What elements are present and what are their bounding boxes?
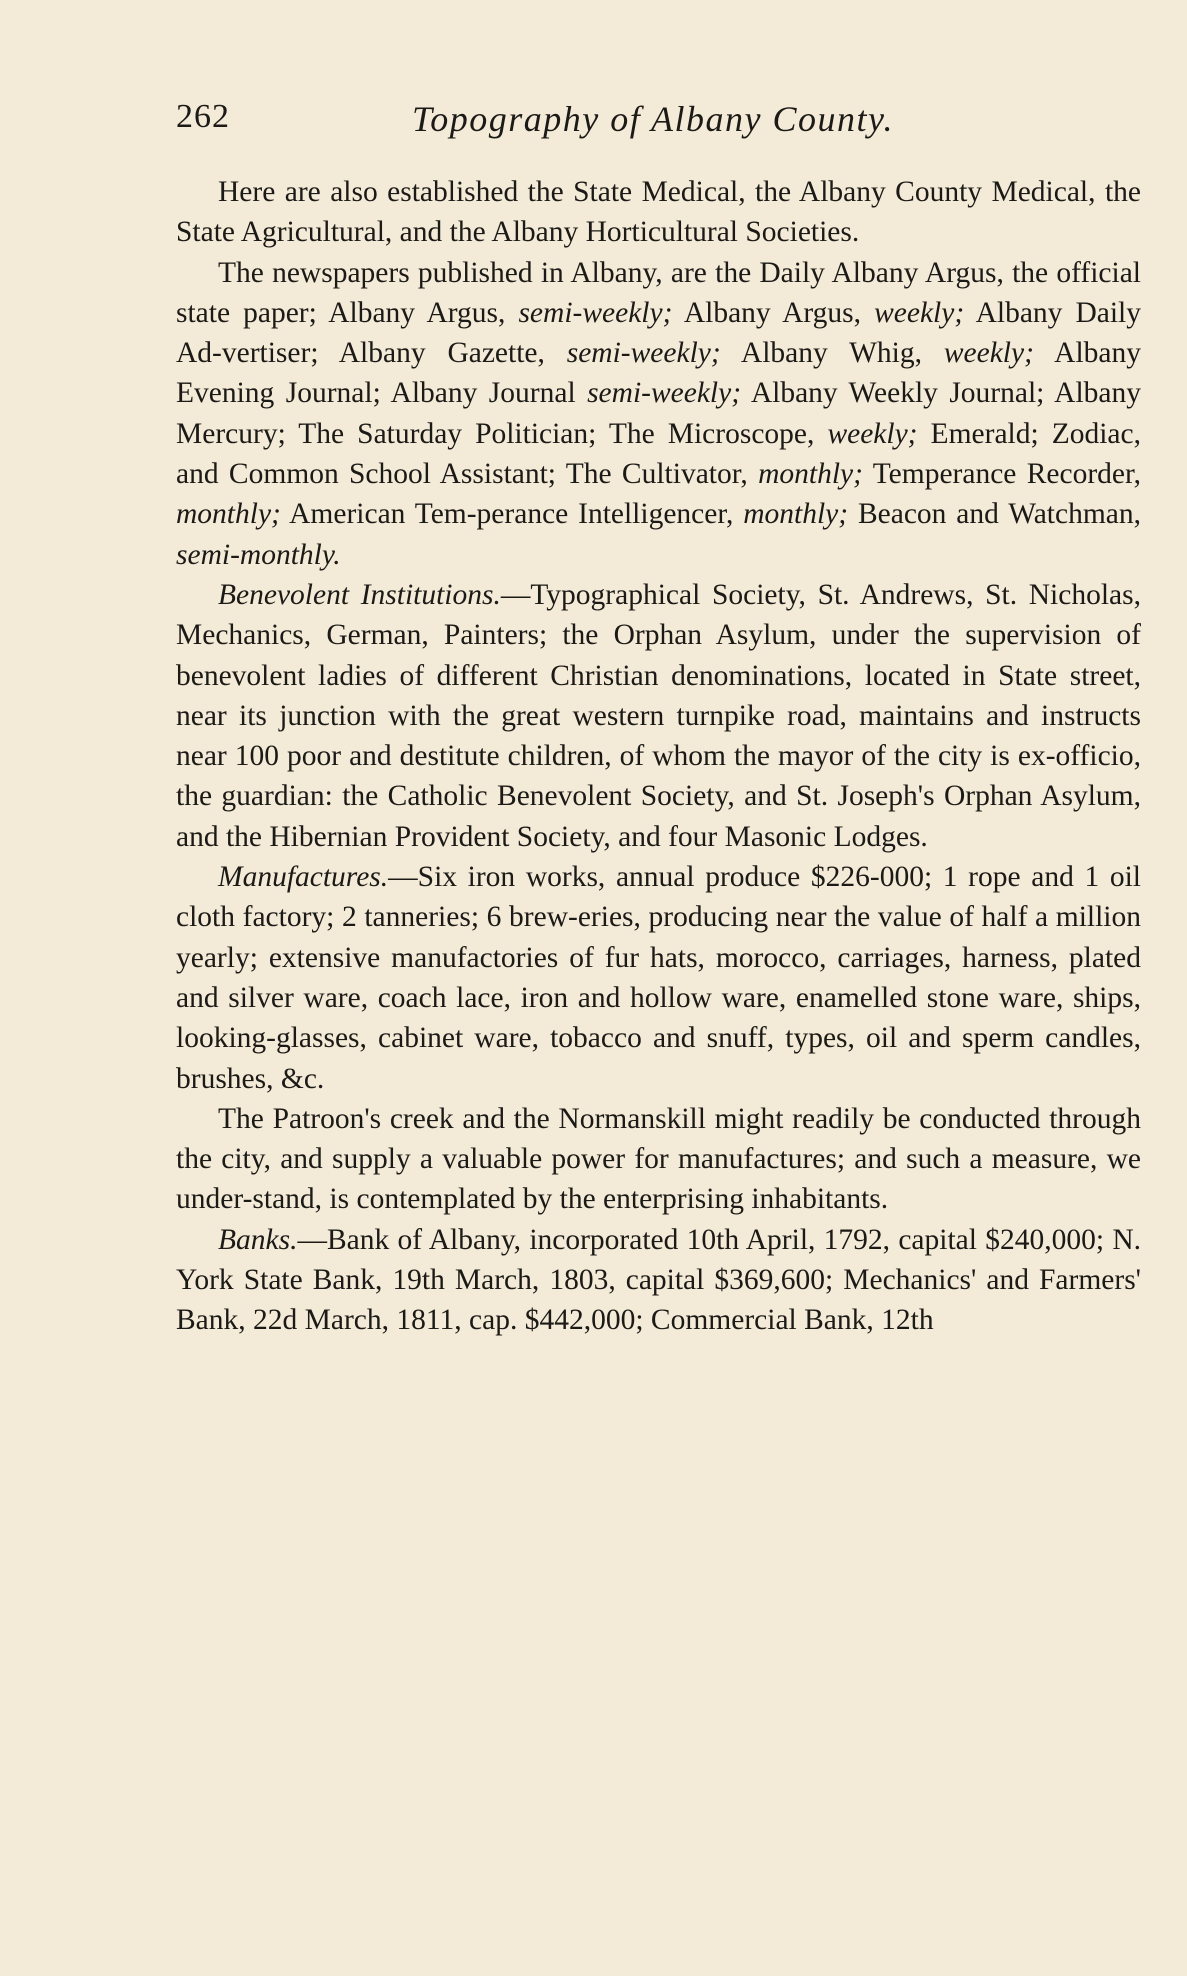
italic-text-run: Benevolent Institutions. xyxy=(218,578,501,611)
text-run: American Tem-perance Intelligencer, xyxy=(280,498,744,531)
text-run: —Typographical Society, St. Andrews, St. Nicholas, Mechanics, German, Painters; the Orphan Asylum, under the supervision of benevolent ladies of different Christian denominations, located in State street, near its junction with the great western turnpike road, maintains and instructs near 100 poor and destitute children, of whom the mayor of the city is ex-officio, the guardian: the Catholic Benevolent Society, and St. Joseph's Orphan Asylum, and the Hibernian Provident Society, and four Masonic Lodges. xyxy=(176,578,1141,853)
text-run: Beacon and Watchman, xyxy=(848,498,1141,531)
italic-text-run: monthly; xyxy=(743,498,849,531)
italic-text-run: semi-weekly; xyxy=(587,377,742,410)
body-text xyxy=(176,172,1141,1341)
paragraph-benevolent-institutions xyxy=(176,575,1141,857)
paragraph-newspapers xyxy=(176,253,1141,575)
italic-text-run: monthly; xyxy=(176,498,281,531)
italic-text-run: semi-monthly. xyxy=(176,538,341,571)
text-run: Temperance Recorder, xyxy=(862,458,1141,491)
italic-text-run: semi-weekly; xyxy=(518,296,673,329)
text-run: Here are also established the State Medical, the Albany County Medical, the State Agricultural, and the Albany Horticultural Societies. xyxy=(176,176,1141,249)
text-run: —Six iron works, annual produce $226-000; 1 rope and 1 oil cloth factory; 2 tanneries; 6 brew-eries, producing near the value of half a million yearly; extensive manufactories of fur hats, morocco, carriages, harness, plated and silver ware, coach lace, iron and hollow ware, enamelled stone ware, ships, looking-glasses, cabinet ware, tobacco and snuff, types, oil and sperm candles, brushes, &c. xyxy=(176,861,1141,1095)
running-title: Topography of Albany County. xyxy=(412,99,895,139)
text-run: The newspapers published in Albany, are the Daily Albany Argus, the official state paper; Albany Argus, xyxy=(176,256,1141,329)
text-run: Albany Whig, xyxy=(720,337,944,370)
text-run: —Bank of Albany, incorporated 10th April, 1792, capital $240,000; N. York State Bank, 19th March, 1803, capital $369,600; Mechanics' and Farmers' Bank, 22d March, 1811, cap. $442,000; Commercial Bank, 12th xyxy=(176,1223,1141,1337)
text-run: Emerald; Zodiac, and Common School Assistant; The Cultivator, xyxy=(176,417,1141,491)
paragraph-banks xyxy=(176,1220,1141,1341)
italic-text-run: weekly; xyxy=(827,417,918,450)
text-run: Albany Daily Ad-vertiser; Albany Gazette, xyxy=(176,296,1141,370)
text-run: Albany Evening Journal; Albany Journal xyxy=(176,337,1141,410)
text-run: Albany Argus, xyxy=(672,296,875,329)
italic-text-run: weekly; xyxy=(943,337,1034,370)
italic-text-run: Banks. xyxy=(218,1223,298,1256)
italic-text-run: Manufactures. xyxy=(218,861,389,894)
italic-text-run: weekly; xyxy=(874,296,965,329)
paragraph-societies xyxy=(176,172,1141,253)
paragraph-manufactures xyxy=(176,857,1141,1099)
page-number: 262 xyxy=(176,98,230,135)
running-head xyxy=(176,98,946,144)
text-run: Albany Weekly Journal; Albany Mercury; The Saturday Politician; The Microscope, xyxy=(176,377,1141,450)
paragraph-water-power xyxy=(176,1099,1141,1220)
italic-text-run: semi-weekly; xyxy=(566,337,721,370)
text-run: The Patroon's creek and the Normanskill might readily be conducted through the city, and supply a valuable power for manufactures; and such a measure, we under-stand, is contemplated by the enterprising inhabitants. xyxy=(176,1102,1141,1216)
italic-text-run: monthly; xyxy=(758,458,863,491)
